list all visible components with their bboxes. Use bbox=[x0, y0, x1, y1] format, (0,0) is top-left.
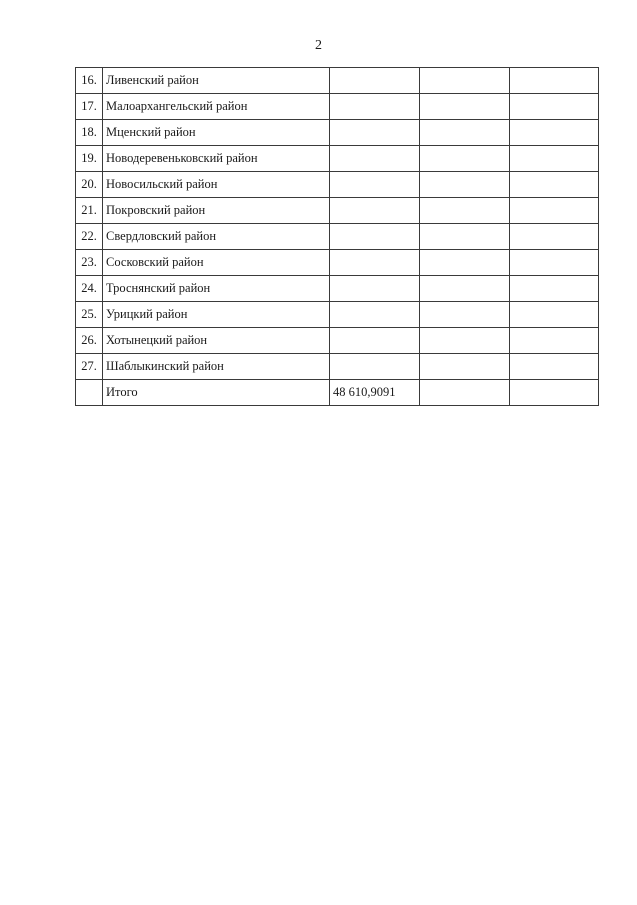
empty-cell bbox=[420, 328, 510, 354]
district-name: Мценский район bbox=[103, 120, 330, 146]
empty-cell bbox=[420, 302, 510, 328]
empty-cell bbox=[510, 354, 599, 380]
table-row bbox=[76, 94, 599, 120]
row-number: 21. bbox=[76, 198, 103, 224]
value-cell bbox=[330, 224, 420, 250]
empty-cell bbox=[420, 250, 510, 276]
value-cell bbox=[330, 198, 420, 224]
empty-cell bbox=[420, 276, 510, 302]
district-name: Новодеревеньковский район bbox=[103, 146, 330, 172]
empty-cell bbox=[420, 68, 510, 94]
row-number: 23. bbox=[76, 250, 103, 276]
empty-cell bbox=[510, 94, 599, 120]
table-row bbox=[76, 120, 599, 146]
district-name: Ливенский район bbox=[103, 68, 330, 94]
value-cell bbox=[330, 94, 420, 120]
empty-cell bbox=[420, 94, 510, 120]
row-number: 19. bbox=[76, 146, 103, 172]
page-number: 2 bbox=[315, 38, 322, 53]
district-name: Троснянский район bbox=[103, 276, 330, 302]
row-number: 20. bbox=[76, 172, 103, 198]
row-number: 27. bbox=[76, 354, 103, 380]
table-row bbox=[76, 68, 599, 94]
empty-cell bbox=[510, 120, 599, 146]
empty-cell bbox=[420, 146, 510, 172]
value-cell bbox=[330, 120, 420, 146]
empty-cell bbox=[510, 302, 599, 328]
value-cell bbox=[330, 276, 420, 302]
empty-cell bbox=[510, 146, 599, 172]
empty-cell bbox=[510, 250, 599, 276]
district-name: Покровский район bbox=[103, 198, 330, 224]
table-row bbox=[76, 224, 599, 250]
row-number: 18. bbox=[76, 120, 103, 146]
table-row bbox=[76, 250, 599, 276]
row-number: 16. bbox=[76, 68, 103, 94]
table-row bbox=[76, 328, 599, 354]
table-row bbox=[76, 302, 599, 328]
empty-cell bbox=[420, 380, 510, 406]
empty-cell bbox=[510, 224, 599, 250]
empty-cell bbox=[420, 198, 510, 224]
table-row bbox=[76, 198, 599, 224]
value-cell bbox=[330, 302, 420, 328]
empty-cell bbox=[510, 380, 599, 406]
empty-cell bbox=[510, 198, 599, 224]
row-number: 17. bbox=[76, 94, 103, 120]
empty-cell bbox=[510, 172, 599, 198]
district-name: Шаблыкинский район bbox=[103, 354, 330, 380]
empty-cell bbox=[420, 224, 510, 250]
table-row bbox=[76, 276, 599, 302]
value-cell bbox=[330, 172, 420, 198]
row-number: 22. bbox=[76, 224, 103, 250]
row-number bbox=[76, 380, 103, 406]
row-number: 26. bbox=[76, 328, 103, 354]
value-cell bbox=[330, 250, 420, 276]
district-name: Сосковский район bbox=[103, 250, 330, 276]
value-cell bbox=[330, 68, 420, 94]
row-number: 25. bbox=[76, 302, 103, 328]
district-name: Урицкий район bbox=[103, 302, 330, 328]
value-cell bbox=[330, 354, 420, 380]
districts-table bbox=[75, 67, 599, 406]
empty-cell bbox=[510, 68, 599, 94]
empty-cell bbox=[510, 276, 599, 302]
empty-cell bbox=[420, 172, 510, 198]
empty-cell bbox=[510, 328, 599, 354]
table-row bbox=[76, 146, 599, 172]
district-name: Хотынецкий район bbox=[103, 328, 330, 354]
empty-cell bbox=[420, 120, 510, 146]
district-name: Новосильский район bbox=[103, 172, 330, 198]
value-cell bbox=[330, 146, 420, 172]
table-row bbox=[76, 354, 599, 380]
row-number: 24. bbox=[76, 276, 103, 302]
empty-cell bbox=[420, 354, 510, 380]
total-label: Итого bbox=[103, 380, 330, 406]
total-value: 48 610,9091 bbox=[330, 380, 420, 406]
district-name: Малоархангельский район bbox=[103, 94, 330, 120]
value-cell bbox=[330, 328, 420, 354]
total-row bbox=[76, 380, 599, 406]
district-name: Свердловский район bbox=[103, 224, 330, 250]
table-row bbox=[76, 172, 599, 198]
